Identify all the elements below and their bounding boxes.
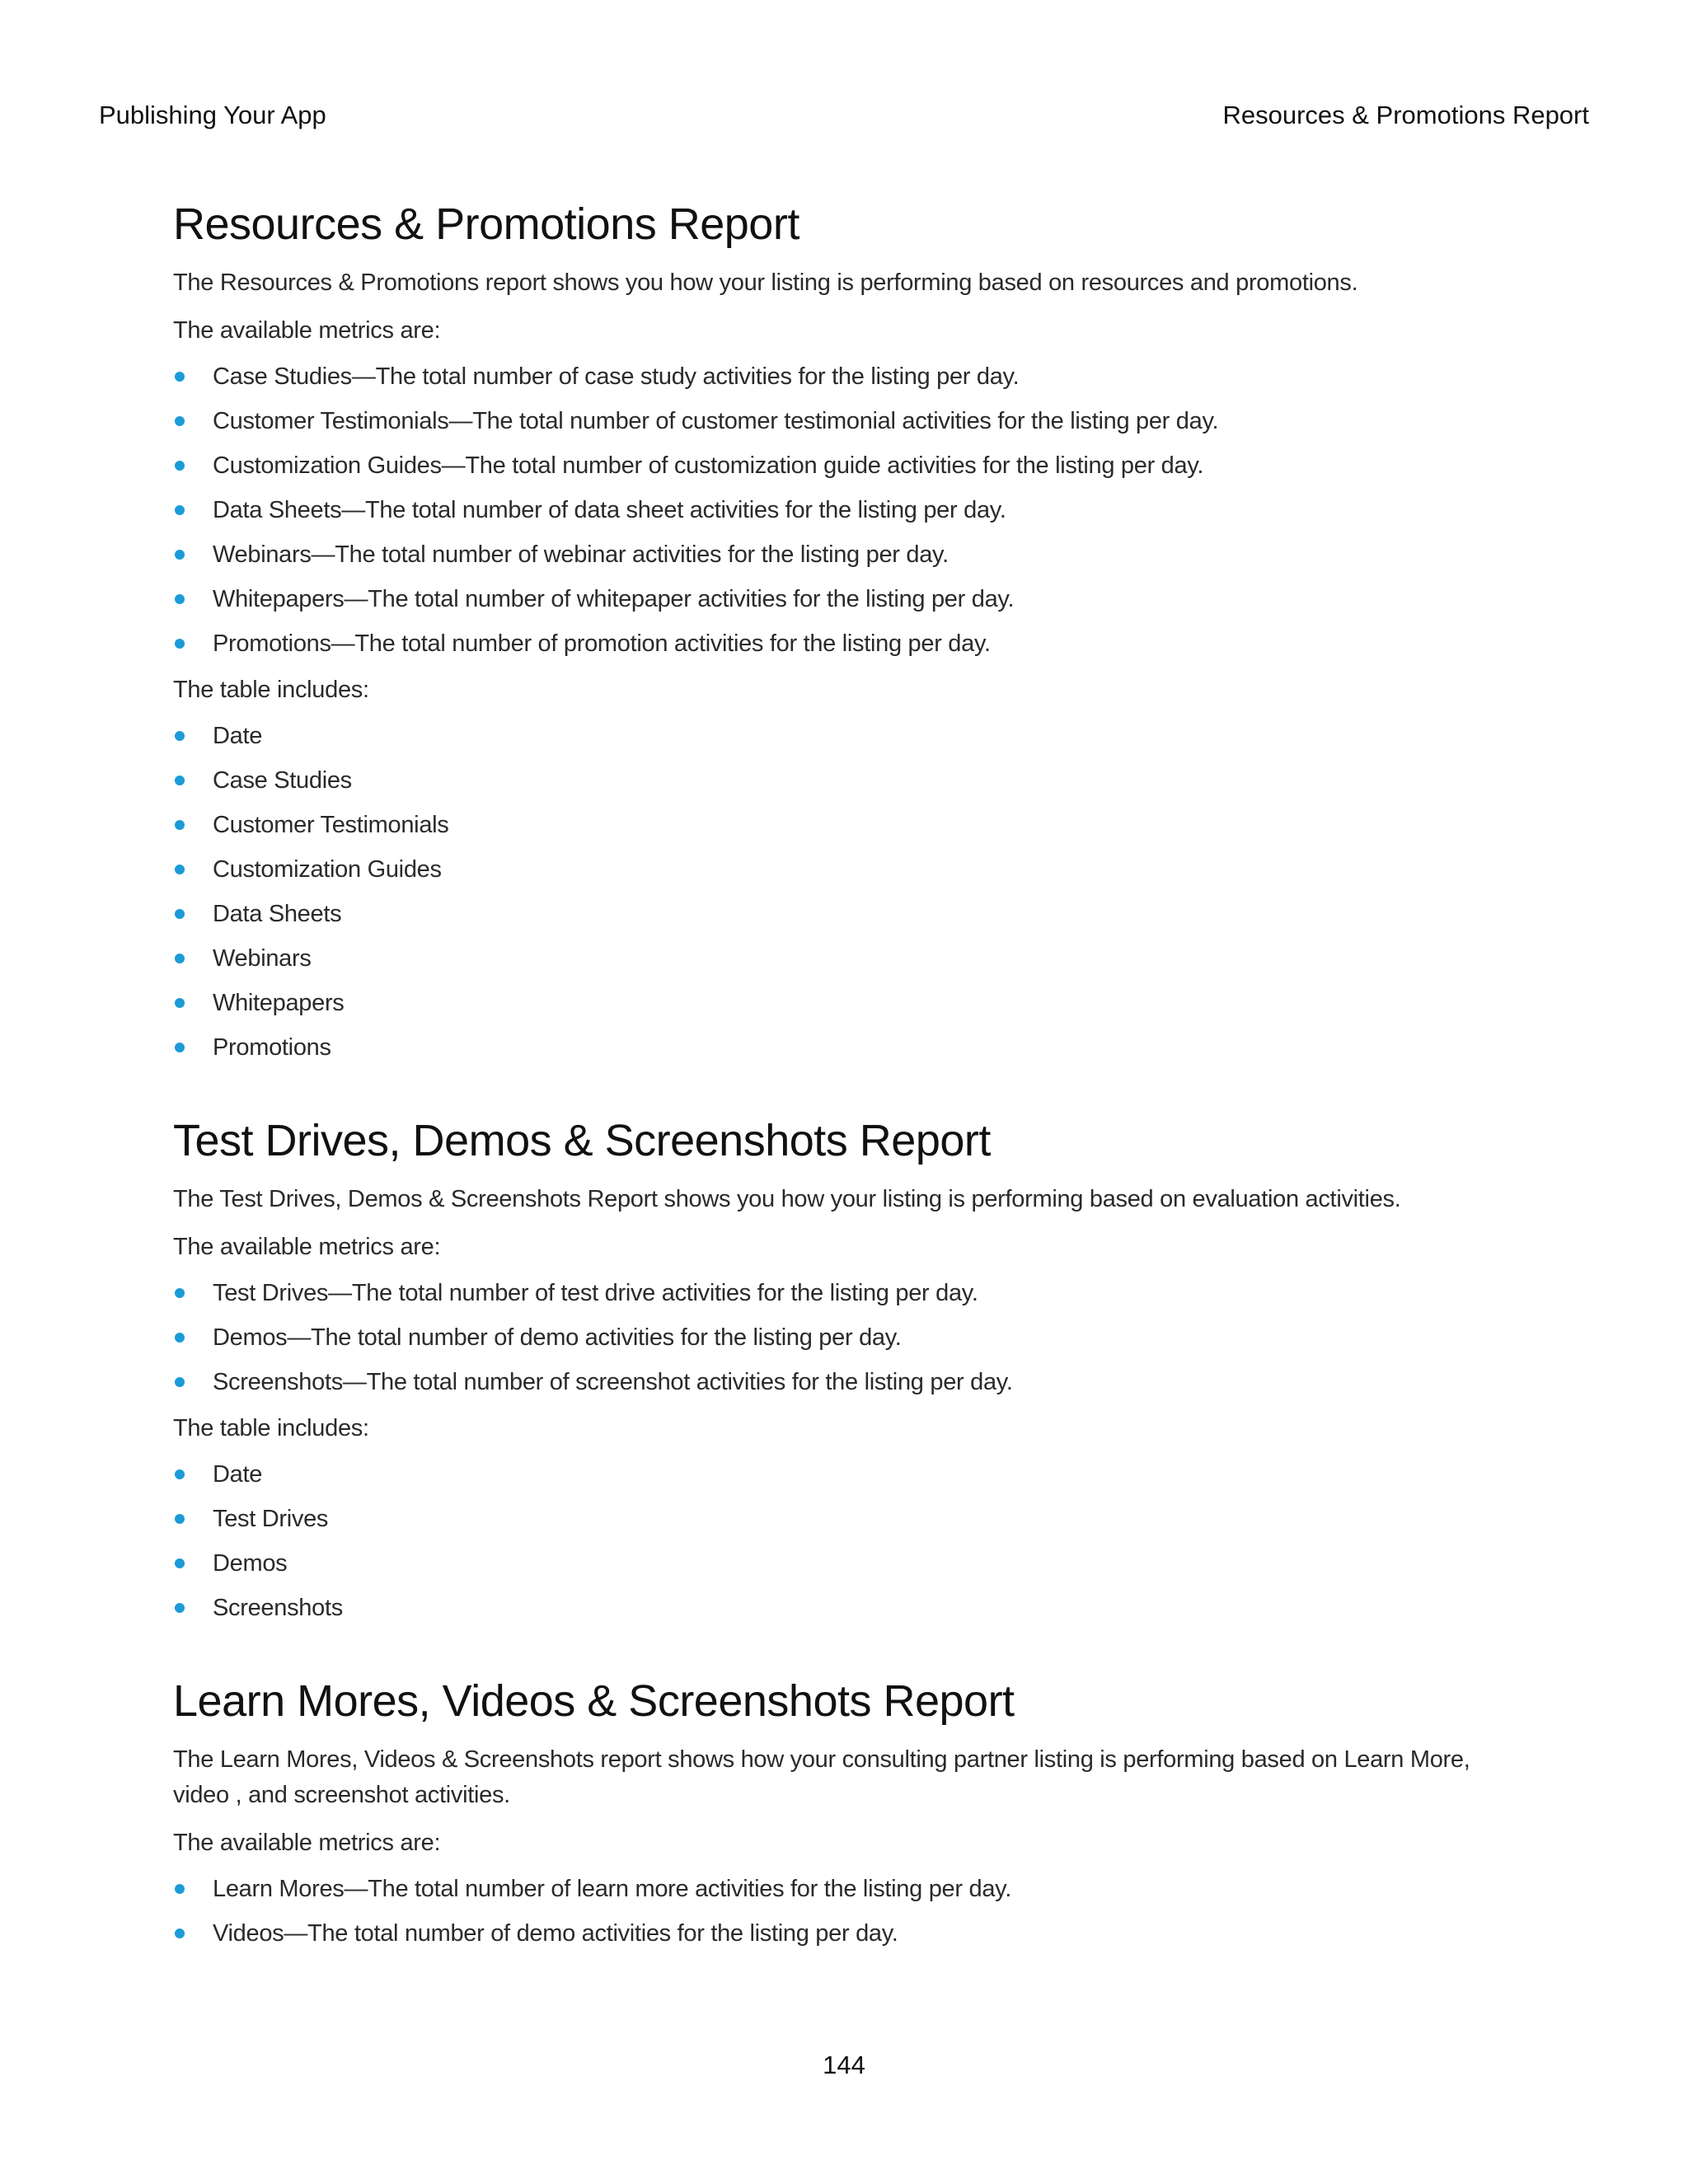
section-title: Learn Mores, Videos & Screenshots Report — [173, 1676, 1015, 1726]
list-item — [173, 1918, 1517, 1949]
list-item-text: Case Studies—The total number of case study activities for the listing per day. — [213, 363, 1020, 390]
list-item-text: Promotions—The total number of promotion activities for the listing per day. — [213, 630, 991, 657]
bullet-icon — [175, 1514, 185, 1524]
list-item-text: Whitepapers—The total number of whitepaper activities for the listing per day. — [213, 586, 1015, 612]
list-item-text: Demos—The total number of demo activities for the listing per day. — [213, 1324, 902, 1351]
list-item-text: Webinars — [213, 945, 312, 972]
section-resources-promotions — [173, 194, 1517, 1063]
list-item — [173, 720, 1517, 752]
bullet-icon — [175, 865, 185, 874]
list-item — [173, 1873, 1517, 1905]
list-item-text: Promotions — [213, 1034, 331, 1061]
list-item-text: Customer Testimonials—The total number of customer testimonial activities for the listing per day. — [213, 408, 1219, 434]
metrics-label: The available metrics are: — [173, 317, 441, 344]
bullet-icon — [175, 954, 185, 963]
bullet-icon — [175, 1333, 185, 1343]
section-title: Test Drives, Demos & Screenshots Report — [173, 1116, 991, 1165]
list-item — [173, 1503, 1517, 1535]
bullet-icon — [175, 1288, 185, 1298]
bullet-icon — [175, 1603, 185, 1613]
list-item — [173, 450, 1517, 481]
list-item-text: Date — [213, 1461, 263, 1488]
list-item-text: Test Drives—The total number of test drive activities for the listing per day. — [213, 1280, 978, 1306]
list-item — [173, 583, 1517, 615]
list-item — [173, 1592, 1517, 1624]
bullet-icon — [175, 820, 185, 830]
metrics-list — [173, 361, 1517, 659]
page-number: 144 — [823, 2050, 865, 2079]
list-item-text: Data Sheets — [213, 901, 342, 927]
list-item — [173, 943, 1517, 974]
list-item-text: Screenshots — [213, 1595, 343, 1621]
list-item-text: Customer Testimonials — [213, 812, 449, 838]
metrics-label: The available metrics are: — [173, 1830, 441, 1856]
section-title: Resources & Promotions Report — [173, 199, 799, 249]
list-item-text: Customization Guides—The total number of customization guide activities for the listing per day. — [213, 452, 1204, 479]
list-item-text: Webinars—The total number of webinar activities for the listing per day. — [213, 541, 949, 568]
list-item-text: Whitepapers — [213, 990, 345, 1016]
list-item — [173, 1548, 1517, 1579]
header-chapter-title: Publishing Your App — [99, 101, 326, 129]
list-item-text: Test Drives — [213, 1506, 329, 1532]
section-intro: The Resources & Promotions report shows you how your listing is performing based on resources and promotions. — [173, 269, 1358, 296]
bullet-icon — [175, 776, 185, 785]
bullet-icon — [175, 594, 185, 604]
list-item — [173, 765, 1517, 796]
list-item — [173, 361, 1517, 392]
list-item-text: Demos — [213, 1550, 288, 1577]
section-intro: The Test Drives, Demos & Screenshots Report shows you how your listing is performing based on evaluation activities. — [173, 1186, 1401, 1212]
list-item — [173, 854, 1517, 885]
section-learn-mores-videos — [173, 1671, 1517, 1949]
list-item — [173, 1277, 1517, 1309]
table-label: The table includes: — [173, 677, 369, 703]
bullet-icon — [175, 1043, 185, 1052]
section-test-drives-demos — [173, 1111, 1517, 1624]
list-item-text: Screenshots—The total number of screenshot activities for the listing per day. — [213, 1369, 1013, 1395]
list-item — [173, 539, 1517, 570]
list-item-text: Learn Mores—The total number of learn more activities for the listing per day. — [213, 1876, 1011, 1902]
bullet-icon — [175, 1929, 185, 1938]
list-item-text: Customization Guides — [213, 856, 442, 883]
bullet-icon — [175, 909, 185, 919]
page-content — [173, 194, 1517, 1997]
bullet-icon — [175, 372, 185, 382]
metrics-list — [173, 1277, 1517, 1398]
bullet-icon — [175, 550, 185, 560]
table-items-list — [173, 1459, 1517, 1624]
list-item — [173, 898, 1517, 930]
bullet-icon — [175, 505, 185, 515]
list-item — [173, 1459, 1517, 1490]
list-item — [173, 809, 1517, 841]
list-item — [173, 628, 1517, 659]
table-items-list — [173, 720, 1517, 1063]
bullet-icon — [175, 639, 185, 649]
list-item — [173, 494, 1517, 526]
bullet-icon — [175, 461, 185, 471]
table-label: The table includes: — [173, 1415, 369, 1441]
list-item-text: Videos—The total number of demo activities for the listing per day. — [213, 1920, 898, 1947]
metrics-list — [173, 1873, 1517, 1949]
section-intro: The Learn Mores, Videos & Screenshots report shows how your consulting partner listing is performing based on Learn More, video , and screenshot activities. — [173, 1746, 1470, 1808]
list-item — [173, 1322, 1517, 1353]
bullet-icon — [175, 998, 185, 1008]
list-item — [173, 1366, 1517, 1398]
list-item-text: Date — [213, 723, 263, 749]
list-item — [173, 1032, 1517, 1063]
bullet-icon — [175, 416, 185, 426]
list-item — [173, 405, 1517, 437]
metrics-label: The available metrics are: — [173, 1234, 441, 1260]
list-item-text: Data Sheets—The total number of data sheet activities for the listing per day. — [213, 497, 1006, 523]
list-item — [173, 987, 1517, 1019]
bullet-icon — [175, 1558, 185, 1568]
bullet-icon — [175, 1377, 185, 1387]
bullet-icon — [175, 1469, 185, 1479]
page-header — [99, 96, 1589, 135]
header-section-title: Resources & Promotions Report — [1222, 101, 1589, 129]
bullet-icon — [175, 731, 185, 741]
bullet-icon — [175, 1884, 185, 1894]
list-item-text: Case Studies — [213, 767, 352, 794]
